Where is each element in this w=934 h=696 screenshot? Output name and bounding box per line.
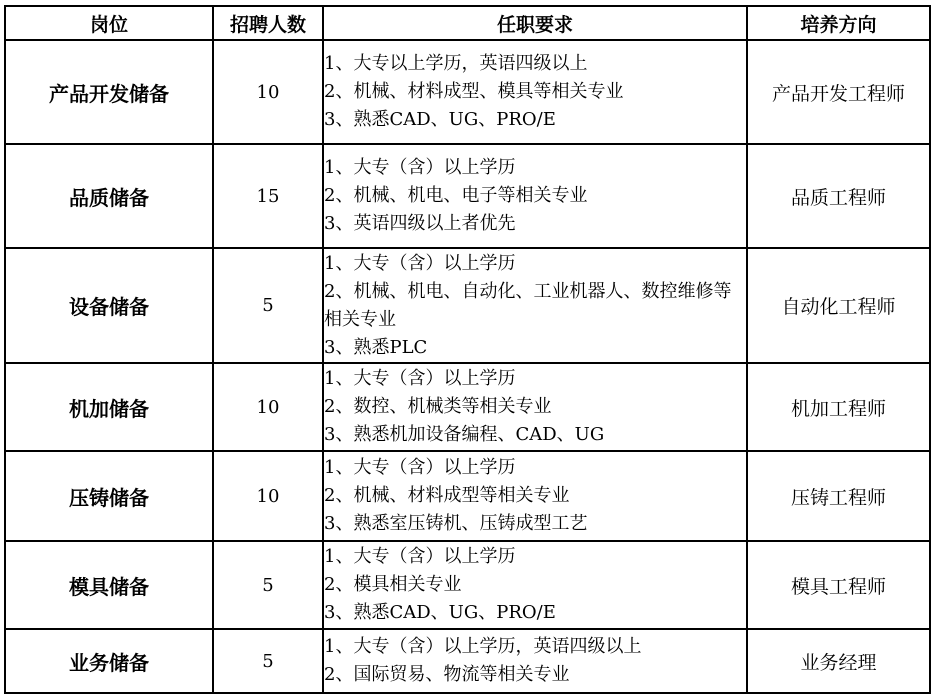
count-cell: 5 [213, 248, 323, 363]
requirements-cell [323, 363, 747, 451]
direction-cell: 品质工程师 [747, 144, 930, 248]
requirement-line: 3、熟悉CAD、UG、PRO/E [324, 602, 556, 623]
direction-cell: 模具工程师 [747, 541, 930, 629]
header-position: 岗位 [5, 6, 213, 40]
requirement-line: 2、机械、机电、电子等相关专业 [324, 185, 588, 206]
requirement-line: 1、大专以上学历，英语四级以上 [324, 53, 588, 74]
position-cell: 设备储备 [5, 248, 213, 363]
header-row [5, 6, 930, 40]
direction-cell: 自动化工程师 [747, 248, 930, 363]
requirements-cell [323, 144, 747, 248]
header-direction: 培养方向 [747, 6, 930, 40]
table-row [5, 629, 930, 693]
requirement-line: 3、熟悉PLC [324, 336, 428, 358]
requirement-line: 2、数控、机械类等相关专业 [324, 396, 552, 417]
position-cell: 机加储备 [5, 363, 213, 451]
table-row [5, 248, 930, 363]
count-cell: 5 [213, 541, 323, 629]
table-row [5, 451, 930, 541]
requirement-line: 2、机械、机电、自动化、工业机器人、数控维修等相关专业 [324, 280, 732, 330]
table-row [5, 40, 930, 144]
position-cell: 压铸储备 [5, 451, 213, 541]
table-row [5, 541, 930, 629]
requirement-line: 1、大专（含）以上学历 [324, 457, 516, 478]
count-cell: 15 [213, 144, 323, 248]
header-count: 招聘人数 [213, 6, 323, 40]
requirement-line: 1、大专（含）以上学历，英语四级以上 [324, 636, 642, 657]
requirement-line: 2、机械、材料成型等相关专业 [324, 485, 570, 506]
table-row [5, 144, 930, 248]
count-cell: 10 [213, 40, 323, 144]
requirements-cell [323, 629, 747, 693]
requirements-cell [323, 248, 747, 363]
recruitment-table [4, 5, 931, 694]
requirement-line: 1、大专（含）以上学历 [324, 157, 516, 178]
requirement-line: 2、机械、材料成型、模具等相关专业 [324, 81, 624, 102]
direction-cell: 产品开发工程师 [747, 40, 930, 144]
table-row [5, 363, 930, 451]
direction-cell: 压铸工程师 [747, 451, 930, 541]
requirement-line: 2、国际贸易、物流等相关专业 [324, 664, 570, 685]
requirement-line: 3、熟悉室压铸机、压铸成型工艺 [324, 513, 588, 534]
count-cell: 10 [213, 363, 323, 451]
position-cell: 模具储备 [5, 541, 213, 629]
position-cell: 品质储备 [5, 144, 213, 248]
requirement-line: 1、大专（含）以上学历 [324, 252, 516, 274]
direction-cell: 机加工程师 [747, 363, 930, 451]
requirements-cell [323, 451, 747, 541]
position-cell: 业务储备 [5, 629, 213, 693]
requirements-cell [323, 40, 747, 144]
requirement-line: 1、大专（含）以上学历 [324, 546, 516, 567]
requirement-line: 3、英语四级以上者优先 [324, 213, 516, 234]
requirement-line: 1、大专（含）以上学历 [324, 368, 516, 389]
requirement-line: 3、熟悉机加设备编程、CAD、UG [324, 424, 605, 445]
direction-cell: 业务经理 [747, 629, 930, 693]
count-cell: 10 [213, 451, 323, 541]
requirement-line: 3、熟悉CAD、UG、PRO/E [324, 109, 556, 130]
requirement-line: 2、模具相关专业 [324, 574, 462, 595]
header-requirements: 任职要求 [323, 6, 747, 40]
count-cell: 5 [213, 629, 323, 693]
requirements-cell [323, 541, 747, 629]
position-cell: 产品开发储备 [5, 40, 213, 144]
